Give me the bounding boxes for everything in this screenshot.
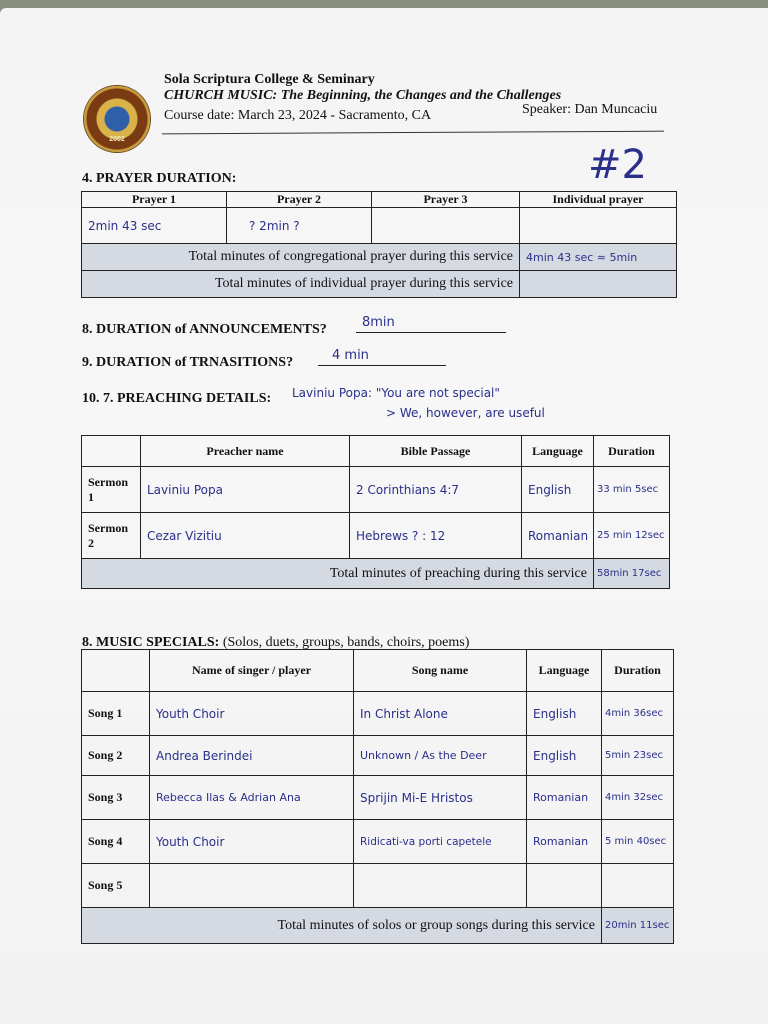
song-language: [527, 864, 602, 908]
prayer-col-2: Prayer 2: [227, 192, 372, 208]
music-total-value: 20min 11sec: [602, 908, 674, 944]
prayer-col-1: Prayer 1: [82, 192, 227, 208]
music-total-label: Total minutes of solos or group songs during this service: [82, 908, 602, 944]
preaching-col-passage: Bible Passage: [350, 436, 522, 467]
preaching-total-label: Total minutes of preaching during this service: [82, 559, 594, 589]
sermon-preacher: Cezar Vizitiu: [141, 513, 350, 559]
preaching-total-value: 58min 17sec: [594, 559, 670, 589]
course-title: CHURCH MUSIC: The Beginning, the Changes and the Challenges: [164, 88, 562, 103]
preaching-table: [81, 435, 670, 589]
prayer-heading: 4. PRAYER DURATION:: [82, 171, 237, 186]
prayer-3-value: [372, 208, 520, 244]
song-singer: [150, 864, 354, 908]
header-rule: [162, 131, 664, 135]
sermon-label: Sermon 1: [82, 467, 141, 513]
music-col-blank: [82, 650, 150, 692]
college-seal-logo: [84, 86, 150, 152]
song-singer: Andrea Berindei: [150, 736, 354, 776]
song-language: English: [527, 736, 602, 776]
total-individual-value: [520, 271, 677, 298]
song-name: Sprijin Mi-E Hristos: [354, 776, 527, 820]
sermon-language: English: [522, 467, 594, 513]
song-name: [354, 864, 527, 908]
preaching-col-preacher: Preacher name: [141, 436, 350, 467]
song-language: Romanian: [527, 820, 602, 864]
total-individual-label: Total minutes of individual prayer during this service: [82, 271, 520, 298]
song-duration: 5min 23sec: [602, 736, 674, 776]
song-row: [82, 864, 674, 908]
song-label: Song 5: [82, 864, 150, 908]
song-label: Song 4: [82, 820, 150, 864]
music-col-song: Song name: [354, 650, 527, 692]
transitions-label: 9. DURATION of TRNASITIONS?: [82, 355, 294, 370]
song-row: [82, 692, 674, 736]
announcements-label: 8. DURATION of ANNOUNCEMENTS?: [82, 322, 327, 337]
song-label: Song 2: [82, 736, 150, 776]
prayer-col-3: Prayer 3: [372, 192, 520, 208]
announcements-underline: [356, 332, 506, 333]
song-row: [82, 820, 674, 864]
sermon-language: Romanian: [522, 513, 594, 559]
course-date: Course date: March 23, 2024 - Sacramento, CA: [164, 108, 432, 123]
song-singer: Youth Choir: [150, 820, 354, 864]
song-label: Song 1: [82, 692, 150, 736]
paper-sheet: [0, 8, 768, 1024]
seal-year: 2002: [109, 136, 125, 143]
song-duration: [602, 864, 674, 908]
transitions-value: 4 min: [332, 348, 369, 363]
preaching-col-language: Language: [522, 436, 594, 467]
song-language: Romanian: [527, 776, 602, 820]
speaker: Speaker: Dan Muncaciu: [522, 102, 658, 117]
music-col-duration: Duration: [602, 650, 674, 692]
sermon-duration: 33 min 5sec: [594, 467, 670, 513]
music-heading-label: 8. MUSIC SPECIALS:: [82, 635, 220, 650]
total-congregational-label: Total minutes of congregational prayer during this service: [82, 244, 520, 271]
song-name: Ridicati-va porti capetele: [354, 820, 527, 864]
prayer-col-individual: Individual prayer: [520, 192, 677, 208]
sermon-row: [82, 513, 670, 559]
handwritten-form-number: #2: [588, 142, 647, 188]
song-duration: 5 min 40sec: [602, 820, 674, 864]
sermon-passage: 2 Corinthians 4:7: [350, 467, 522, 513]
song-duration: 4min 32sec: [602, 776, 674, 820]
music-heading-note: (Solos, duets, groups, bands, choirs, poems): [222, 635, 470, 650]
preaching-col-blank: [82, 436, 141, 467]
song-duration: 4min 36sec: [602, 692, 674, 736]
preaching-heading: 10. 7. PREACHING DETAILS:: [82, 391, 272, 406]
song-row: [82, 776, 674, 820]
song-singer: Rebecca Ilas & Adrian Ana: [150, 776, 354, 820]
music-table: [81, 649, 674, 944]
music-col-language: Language: [527, 650, 602, 692]
sermon-duration: 25 min 12sec: [594, 513, 670, 559]
song-name: Unknown / As the Deer: [354, 736, 527, 776]
sermon-passage: Hebrews ? : 12: [350, 513, 522, 559]
sermon-preacher: Laviniu Popa: [141, 467, 350, 513]
transitions-underline: [318, 365, 446, 366]
song-row: [82, 736, 674, 776]
preaching-note-line1: Laviniu Popa: "You are not special": [292, 386, 500, 400]
prayer-1-value: 2min 43 sec: [82, 208, 227, 244]
individual-prayer-value: [520, 208, 677, 244]
institution-name: Sola Scriptura College & Seminary: [164, 72, 375, 87]
announcements-value: 8min: [362, 315, 395, 330]
sermon-label: Sermon 2: [82, 513, 141, 559]
song-singer: Youth Choir: [150, 692, 354, 736]
total-congregational-value: 4min 43 sec ≈ 5min: [520, 244, 677, 271]
sermon-row: [82, 467, 670, 513]
prayer-2-value: ? 2min ?: [227, 208, 372, 244]
song-language: English: [527, 692, 602, 736]
song-label: Song 3: [82, 776, 150, 820]
preaching-col-duration: Duration: [594, 436, 670, 467]
prayer-table: [81, 191, 677, 298]
music-col-singer: Name of singer / player: [150, 650, 354, 692]
song-name: In Christ Alone: [354, 692, 527, 736]
preaching-note-line2: > We, however, are useful: [386, 406, 545, 420]
